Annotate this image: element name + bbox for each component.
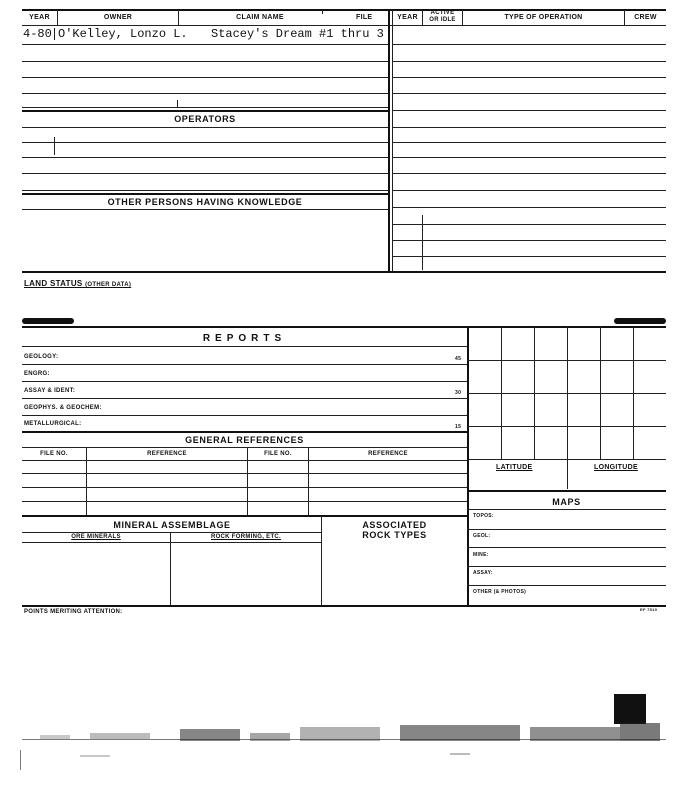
ops-row-line	[392, 142, 666, 143]
header-claim-name: CLAIM NAME	[236, 14, 284, 21]
report-geology: GEOLOGY:	[24, 354, 59, 360]
report-n15: 15	[455, 424, 462, 430]
entry-year: 4-80	[23, 27, 52, 41]
operators-row-line	[22, 157, 388, 158]
reports-head-line	[22, 346, 467, 347]
owner-row-line	[22, 107, 388, 108]
report-engrg: ENGRG:	[24, 371, 50, 377]
header-type-of-operation: TYPE OF OPERATION	[504, 14, 583, 21]
mineral-top-rule	[22, 515, 467, 517]
gen-ref-top-rule	[22, 431, 467, 433]
ops-row-line	[392, 256, 666, 257]
other-persons-top-rule	[22, 193, 388, 195]
entry-owner: O'Kelley, Lonzo L.	[58, 27, 188, 41]
ops-row-line	[392, 44, 666, 45]
operators-top-rule	[22, 110, 388, 112]
land-status-top-rule	[22, 271, 666, 273]
reports-row-line	[22, 398, 467, 399]
ops-row-line	[392, 173, 666, 174]
owner-row-line	[22, 61, 388, 62]
maps-row-line	[467, 547, 666, 548]
ink-smudge-right	[614, 318, 666, 324]
col-divider-owner	[178, 10, 179, 26]
owner-claim-divider	[177, 100, 178, 108]
gen-ref-head-line	[22, 447, 467, 448]
report-n45: 45	[455, 356, 462, 362]
ref-reference-2: REFERENCE	[368, 451, 408, 457]
ops-row-line	[392, 190, 666, 191]
other-persons-heading: OTHER PERSONS HAVING KNOWLEDGE	[107, 197, 303, 207]
entry-year-divider	[54, 28, 55, 40]
reports-row-line	[22, 415, 467, 416]
ops-row-line	[392, 61, 666, 62]
header-file: FILE	[356, 14, 373, 21]
rock-types-label: ROCK TYPES	[362, 530, 427, 540]
maps-row-line	[467, 529, 666, 530]
grid-row	[467, 393, 666, 394]
general-references-heading: GENERAL REFERENCES	[185, 435, 304, 445]
map-assay: ASSAY:	[473, 570, 493, 576]
operators-row-line	[22, 190, 388, 191]
points-meriting-attention: POINTS MERITING ATTENTION:	[24, 609, 123, 615]
gen-ref-subhead-line	[22, 460, 467, 461]
form-code: EF 7510	[640, 607, 658, 612]
reports-right-divider	[467, 327, 469, 605]
land-status-label: LAND STATUS (OTHER DATA)	[24, 279, 132, 288]
reports-row-line	[22, 381, 467, 382]
maps-row-line	[467, 585, 666, 586]
reports-row-line	[22, 364, 467, 365]
header-year: YEAR	[29, 14, 50, 21]
header-year-right: YEAR	[397, 14, 418, 21]
ops-row-line	[392, 240, 666, 241]
map-geol: GEOL:	[473, 533, 491, 539]
operators-row-line	[22, 173, 388, 174]
mineral-subhead-line	[22, 542, 322, 543]
map-topos: TOPOS:	[473, 513, 494, 519]
ops-row-line	[392, 110, 666, 111]
ref-file-no-1: FILE NO.	[40, 451, 68, 457]
operators-divider	[54, 137, 55, 155]
reports-top-rule	[22, 326, 666, 328]
operators-row-line	[22, 142, 388, 143]
ops-row-line	[392, 157, 666, 158]
report-metallurgical: METALLURGICAL:	[24, 421, 82, 427]
gen-ref-row-line	[22, 473, 467, 474]
rock-forming-label: ROCK FORMING, ETC.	[210, 534, 282, 540]
grid-row	[467, 459, 666, 460]
header-or-idle: OR IDLE	[429, 17, 456, 23]
associated-label: ASSOCIATED	[362, 520, 427, 530]
mineral-col	[170, 533, 171, 605]
report-assay: ASSAY & IDENT:	[24, 388, 76, 394]
maps-heading: MAPS	[552, 497, 581, 507]
ops-row-line	[392, 93, 666, 94]
header-bottom-rule	[22, 25, 666, 26]
maps-head-line	[467, 509, 666, 510]
map-mine: MINE:	[473, 552, 489, 558]
entry-claim: Stacey's Dream #1 thru 3	[211, 27, 384, 41]
ops-year-divider	[422, 215, 423, 270]
header-active: ACTIVE	[430, 10, 455, 16]
ink-smudge-left	[22, 318, 74, 324]
map-other: OTHER (& PHOTOS)	[473, 589, 527, 595]
grid-row	[467, 426, 666, 427]
ops-row-line	[392, 127, 666, 128]
owner-row-line	[22, 44, 388, 45]
gen-ref-row-line	[22, 487, 467, 488]
header-owner: OWNER	[103, 14, 133, 21]
ops-row-line	[392, 77, 666, 78]
report-geophys: GEOPHYS. & GEOCHEM:	[24, 405, 102, 411]
reports-heading: REPORTS	[202, 333, 287, 344]
ops-row-line	[392, 224, 666, 225]
ops-row-line	[392, 207, 666, 208]
operators-heading: OPERATORS	[174, 114, 236, 124]
maps-top-rule	[467, 490, 666, 492]
report-n30: 30	[455, 390, 462, 396]
mineral-assemblage-heading: MINERAL ASSEMBLAGE	[113, 520, 231, 530]
maps-row-line	[467, 566, 666, 567]
top-rule	[22, 9, 666, 11]
latitude-label: LATITUDE	[496, 464, 533, 471]
gen-ref-col	[247, 447, 248, 515]
longitude-label: LONGITUDE	[594, 464, 638, 471]
mineral-head-line	[22, 532, 322, 533]
gen-ref-col	[308, 447, 309, 515]
ref-file-no-2: FILE NO.	[264, 451, 292, 457]
bottom-rule	[22, 605, 666, 607]
owner-row-line	[22, 93, 388, 94]
operators-head-line	[22, 127, 388, 128]
center-double-divider	[388, 10, 390, 272]
gen-ref-row-line	[22, 501, 467, 502]
ore-minerals-label: ORE MINERALS	[71, 534, 121, 540]
center-double-divider-b	[392, 10, 393, 272]
grid-col	[567, 327, 568, 489]
header-crew: CREW	[634, 14, 657, 21]
gen-ref-col	[86, 447, 87, 515]
owner-row-line	[22, 77, 388, 78]
grid-row	[467, 360, 666, 361]
other-persons-head-line	[22, 209, 388, 210]
ref-reference-1: REFERENCE	[147, 451, 187, 457]
scan-noise-band	[0, 715, 678, 775]
